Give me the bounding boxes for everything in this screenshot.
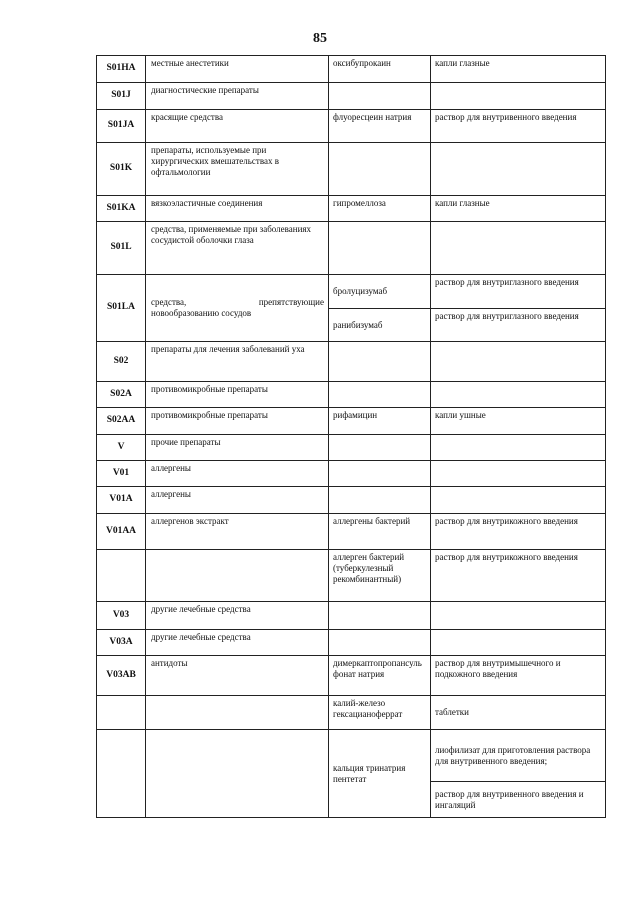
table-row [97,56,606,83]
group-name: противомикробные препараты [146,382,329,408]
dosage-form: раствор для внутриглазного введения [431,275,606,309]
dosage-form: лиофилизат для приготовления раствора для внутривенного введения; [431,730,606,782]
dosage-form [431,602,606,630]
dosage-form: капли ушные [431,408,606,435]
table-row [97,696,606,730]
dosage-form: таблетки [431,696,606,730]
dosage-form [431,222,606,275]
drug-name: ранибизумаб [329,309,431,342]
table-row [97,630,606,656]
group-name: другие лечебные средства [146,602,329,630]
table-row [97,143,606,196]
atc-code: V03A [97,630,146,656]
atc-code [97,550,146,602]
dosage-form [431,630,606,656]
atc-code: S01K [97,143,146,196]
drug-name: калий-железо гексацианоферрат [329,696,431,730]
table-row [97,487,606,514]
drug-name: кальция тринатрия пентетат [329,730,431,818]
dosage-form: раствор для внутрикожного введения [431,550,606,602]
drug-name: оксибупрокаин [329,56,431,83]
dosage-form: капли глазные [431,196,606,222]
page-number: 85 [313,31,327,46]
table-row [97,196,606,222]
table-row [97,730,606,782]
atc-drug-table [96,55,606,818]
table-row [97,461,606,487]
group-name: прочие препараты [146,435,329,461]
atc-code: S02A [97,382,146,408]
table-row [97,656,606,696]
atc-code: S01J [97,83,146,110]
atc-code: S01LA [97,275,146,342]
drug-name: флуоресцеин натрия [329,110,431,143]
atc-code: V01 [97,461,146,487]
drug-name: аллергены бактерий [329,514,431,550]
dosage-form: раствор для внутрикожного введения [431,514,606,550]
dosage-form: раствор для внутримышечного и подкожного введения [431,656,606,696]
drug-name [329,461,431,487]
group-name: другие лечебные средства [146,630,329,656]
atc-code [97,730,146,818]
group-name: аллергены [146,461,329,487]
dosage-form [431,143,606,196]
table-row [97,550,606,602]
group-name [146,550,329,602]
atc-code: V01AA [97,514,146,550]
drug-name [329,342,431,382]
atc-code: S01HA [97,56,146,83]
table-row [97,602,606,630]
drug-name [329,83,431,110]
group-name [146,275,329,342]
group-name: противомикробные препараты [146,408,329,435]
dosage-form [431,342,606,382]
table-row [97,435,606,461]
drug-name: рифамицин [329,408,431,435]
group-name: местные анестетики [146,56,329,83]
table-row [97,408,606,435]
table-row [97,275,606,309]
atc-code: V [97,435,146,461]
atc-code [97,696,146,730]
dosage-form [431,487,606,514]
table-row [97,222,606,275]
dosage-form: капли глазные [431,56,606,83]
dosage-form: раствор для внутривенного введения и ингаляций [431,782,606,818]
atc-code: S01L [97,222,146,275]
atc-code: V03AB [97,656,146,696]
table-row [97,110,606,143]
drug-name [329,435,431,461]
atc-code: S01JA [97,110,146,143]
atc-code: S02 [97,342,146,382]
group-name: вязкоэластичные соединения [146,196,329,222]
drug-name [329,602,431,630]
drug-name [329,487,431,514]
dosage-form [431,461,606,487]
group-name: аллергены [146,487,329,514]
group-name: средства, применяемые при заболеваниях сосудистой оболочки глаза [146,222,329,275]
table-row [97,83,606,110]
drug-name [329,630,431,656]
table-row [97,514,606,550]
drug-name: бролуцизумаб [329,275,431,309]
atc-code: V01A [97,487,146,514]
table-row [97,342,606,382]
group-name [146,730,329,818]
group-name-line: новообразованию сосудов [151,308,252,318]
group-name: диагностические препараты [146,83,329,110]
atc-code: S01KA [97,196,146,222]
group-name [146,696,329,730]
drug-name: димеркаптопропансульфонат натрия [329,656,431,696]
group-name: аллергенов экстракт [146,514,329,550]
drug-name [329,222,431,275]
atc-code: S02AA [97,408,146,435]
group-name: препараты для лечения заболеваний уха [146,342,329,382]
drug-name [329,143,431,196]
drug-name [329,382,431,408]
dosage-form [431,435,606,461]
table-row [97,382,606,408]
dosage-form: раствор для внутриглазного введения [431,309,606,342]
drug-name: гипромеллоза [329,196,431,222]
group-name: красящие средства [146,110,329,143]
dosage-form: раствор для внутривенного введения [431,110,606,143]
drug-name: аллерген бактерий (туберкулезный рекомбинантный) [329,550,431,602]
group-name: антидоты [146,656,329,696]
dosage-form [431,382,606,408]
group-name-line: средства, препятствующие [151,297,324,308]
group-name: препараты, используемые при хирургических вмешательствах в офтальмологии [146,143,329,196]
atc-code: V03 [97,602,146,630]
dosage-form [431,83,606,110]
